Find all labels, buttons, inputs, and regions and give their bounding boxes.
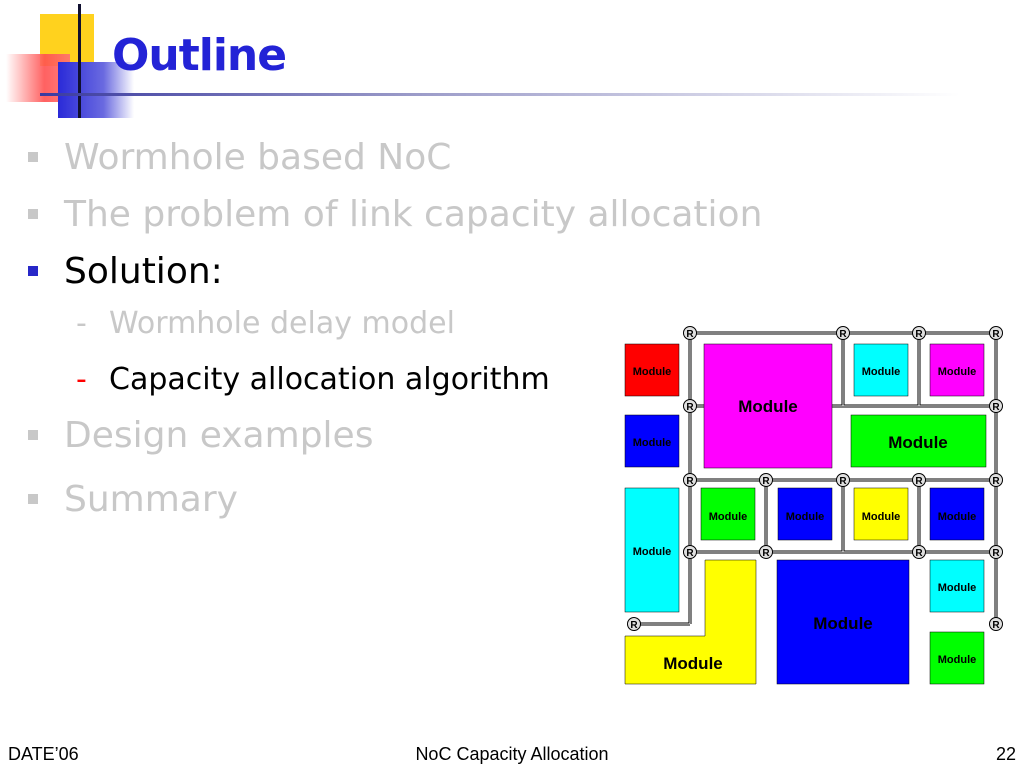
svg-text:R: R (992, 329, 1000, 340)
router-node (760, 474, 773, 488)
module-label: Module (708, 511, 748, 523)
router-node (990, 546, 1003, 560)
module-label: Module (663, 654, 723, 673)
router-node (684, 400, 697, 414)
svg-text:R: R (992, 548, 1000, 559)
module-label: Module (738, 397, 798, 416)
router-node (684, 546, 697, 560)
title-underline (40, 93, 960, 96)
router-node (684, 474, 697, 488)
module-label: Module (632, 437, 672, 449)
svg-text:R: R (630, 620, 638, 631)
module-label: Module (888, 433, 948, 452)
svg-text:R: R (762, 548, 770, 559)
bullet-text: Summary (64, 479, 238, 520)
module-label: Module (813, 614, 873, 633)
module-label: Module (937, 654, 977, 666)
module-label: Module (861, 366, 901, 378)
svg-text:R: R (686, 548, 694, 559)
subbullet-text: Wormhole delay model (109, 306, 455, 341)
router-node (837, 474, 850, 488)
bullet-text: Solution: (64, 251, 223, 292)
svg-text:R: R (686, 476, 694, 487)
bullet-text: Wormhole based NoC (64, 137, 452, 178)
module-label: Module (632, 546, 672, 558)
bullet-square-icon (28, 430, 38, 440)
router-node (913, 474, 926, 488)
router-node (990, 474, 1003, 488)
module-label: Module (937, 582, 977, 594)
module-label: Module (632, 366, 672, 378)
router-node (760, 546, 773, 560)
footer-conference: DATE’06 (8, 744, 79, 764)
router-node (990, 400, 1003, 414)
svg-text:R: R (992, 402, 1000, 413)
logo-vertical-line (78, 4, 81, 118)
svg-text:R: R (992, 620, 1000, 631)
bullet-text: The problem of link capacity allocation (64, 194, 763, 235)
bullet-square-icon (28, 209, 38, 219)
svg-text:R: R (839, 329, 847, 340)
footer-title: NoC Capacity Allocation (415, 744, 609, 764)
module-label: Module (861, 511, 901, 523)
subbullet-dash: - (76, 306, 87, 341)
svg-text:R: R (992, 476, 1000, 487)
bullet-square-icon (28, 152, 38, 162)
bullet-square-icon (28, 266, 38, 276)
svg-text:R: R (762, 476, 770, 487)
module-label: Module (785, 511, 825, 523)
router-node (990, 618, 1003, 632)
router-node (913, 327, 926, 341)
module-label: Module (937, 366, 977, 378)
svg-text:R: R (915, 476, 923, 487)
module-label: Module (937, 511, 977, 523)
noc-layout-diagram (610, 320, 1010, 692)
router-node (628, 618, 641, 632)
router-node (684, 327, 697, 341)
subbullet-text: Capacity allocation algorithm (109, 362, 550, 397)
svg-text:R: R (915, 548, 923, 559)
svg-text:R: R (686, 402, 694, 413)
router-node (837, 327, 850, 341)
router-node (913, 546, 926, 560)
svg-text:R: R (915, 329, 923, 340)
svg-text:R: R (686, 329, 694, 340)
slide-title: Outline (112, 30, 287, 81)
bullet-square-icon (28, 494, 38, 504)
svg-text:R: R (839, 476, 847, 487)
bullet-text: Design examples (64, 415, 374, 456)
footer-page-number: 22 (995, 744, 1016, 764)
router-node (990, 327, 1003, 341)
subbullet-dash: - (76, 362, 87, 397)
